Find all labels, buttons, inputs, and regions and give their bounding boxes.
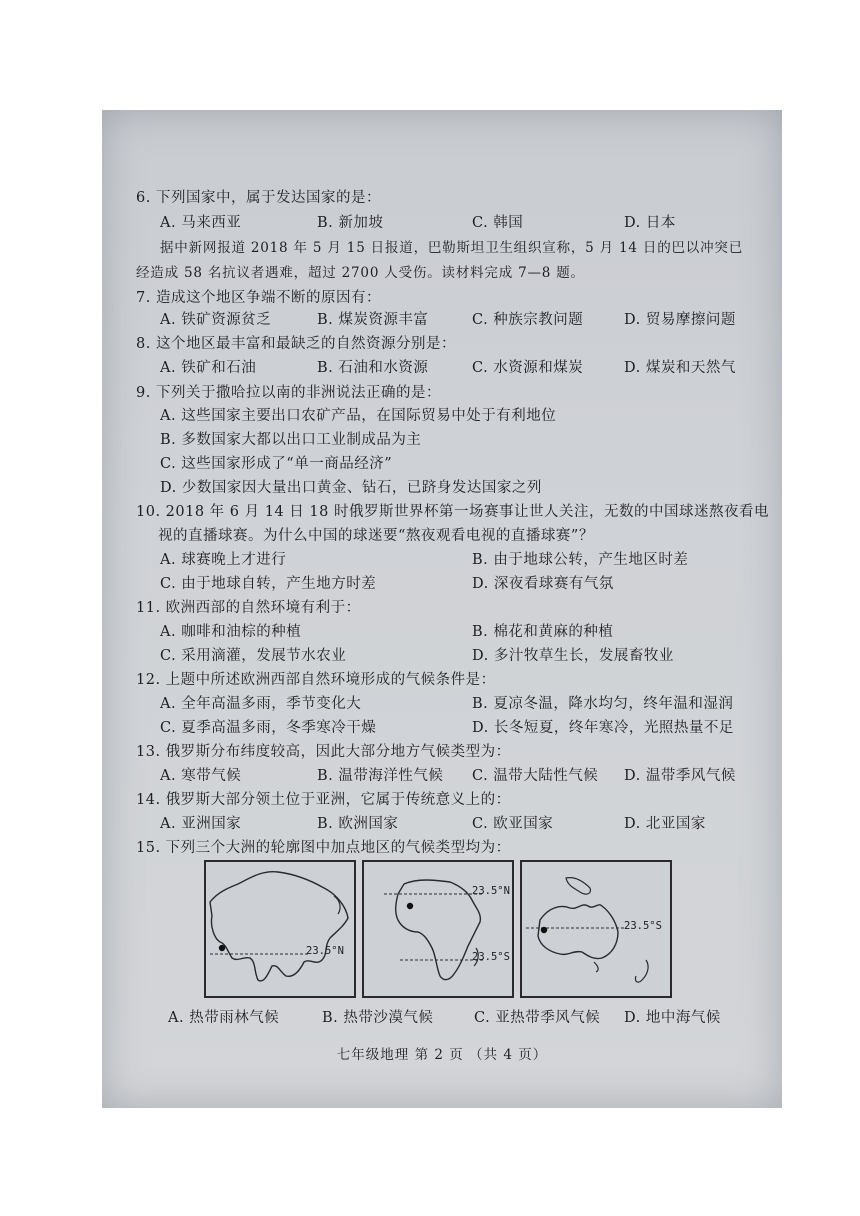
q14-stem: 14. 俄罗斯大部分领土位于亚洲，它属于传统意义上的： (136, 792, 511, 808)
asia-latitude-label: 23.5°N (306, 945, 344, 957)
q8-stem: 8. 这个地区最丰富和最缺乏的自然资源分别是： (136, 336, 456, 352)
q13-option-d: D. 温带季风气候 (624, 768, 736, 784)
q13-option-a: A. 寒带气候 (160, 768, 242, 784)
q9-option-b: B. 多数国家大都以出口工业制成品为主 (160, 432, 422, 448)
q13-stem: 13. 俄罗斯分布纬度较高，因此大部分地方气候类型为： (136, 744, 511, 760)
q10-option-a: A. 球赛晚上才进行 (160, 552, 287, 568)
q8-option-c: C. 水资源和煤炭 (472, 360, 584, 376)
q15-option-a: A. 热带雨林气候 (168, 1010, 280, 1026)
passage-line-2: 经造成 58 名抗议者遇难，超过 2700 人受伤。读材料完成 7—8 题。 (136, 265, 585, 281)
q9-option-a: A. 这些国家主要出口农矿产品，在国际贸易中处于有利地位 (160, 408, 557, 424)
q11-option-a: A. 咖啡和油棕的种植 (160, 624, 302, 640)
africa-north-latitude-label: 23.5°N (472, 885, 510, 897)
asia-map-drawing (206, 862, 354, 996)
q12-stem: 12. 上题中所述欧洲西部自然环境形成的气候条件是： (136, 672, 496, 688)
q14-option-d: D. 北亚国家 (624, 816, 706, 832)
q9-option-c: C. 这些国家形成了“单一商品经济” (160, 456, 393, 472)
q10-option-b: B. 由于地球公转，产生地区时差 (472, 552, 689, 568)
q11-option-b: B. 棉花和黄麻的种植 (472, 624, 614, 640)
q12-option-a: A. 全年高温多雨，季节变化大 (160, 696, 362, 712)
q9-option-d: D. 少数国家因大量出口黄金、钻石，已跻身发达国家之列 (160, 480, 542, 496)
q7-option-a: A. 铁矿资源贫乏 (160, 312, 272, 328)
q14-option-c: C. 欧亚国家 (472, 816, 554, 832)
africa-map-drawing (364, 862, 512, 996)
q6-option-b: B. 新加坡 (317, 215, 384, 231)
q8-option-b: B. 石油和水资源 (317, 360, 429, 376)
q11-option-d: D. 多汁牧草生长，发展畜牧业 (472, 648, 674, 664)
q8-option-a: A. 铁矿和石油 (160, 360, 257, 376)
q15-stem: 15. 下列三个大洲的轮廓图中加点地区的气候类型均为： (136, 840, 511, 856)
q10-stem-line-2: 视的直播球赛。为什么中国的球迷要“熬夜观看电视的直播球赛”？ (158, 528, 594, 544)
q15-option-c: C. 亚热带季风气候 (474, 1010, 601, 1026)
q6-option-a: A. 马来西亚 (160, 215, 242, 231)
asia-outline-map (204, 860, 356, 998)
q13-option-c: C. 温带大陆性气候 (472, 768, 599, 784)
q12-option-c: C. 夏季高温多雨，冬季寒冷干燥 (160, 720, 377, 736)
africa-south-latitude-label: 23.5°S (472, 951, 510, 963)
q14-option-a: A. 亚洲国家 (160, 816, 242, 832)
q10-option-c: C. 由于地球自转，产生地方时差 (160, 576, 377, 592)
q7-option-b: B. 煤炭资源丰富 (317, 312, 429, 328)
q9-stem: 9. 下列关于撒哈拉以南的非洲说法正确的是： (136, 385, 441, 401)
q12-option-b: B. 夏凉冬温，降水均匀，终年温和湿润 (472, 696, 734, 712)
africa-outline-map (362, 860, 514, 998)
q7-stem: 7. 造成这个地区争端不断的原因有： (136, 290, 381, 306)
q7-option-d: D. 贸易摩擦问题 (624, 312, 736, 328)
exam-page (102, 110, 782, 1108)
q11-option-c: C. 采用滴灌，发展节水农业 (160, 648, 347, 664)
passage-line-1: 据中新网报道 2018 年 5 月 15 日报道，巴勒斯坦卫生组织宣称，5 月 14 日的巴以冲突已 (160, 240, 744, 256)
q15-option-b: B. 热带沙漠气候 (322, 1010, 434, 1026)
q12-option-d: D. 长冬短夏，终年寒冷，光照热量不足 (472, 720, 734, 736)
page-footer: 七年级地理 第 2 页 （共 4 页） (336, 1047, 548, 1063)
q13-option-b: B. 温带海洋性气候 (317, 768, 444, 784)
q8-option-d: D. 煤炭和天然气 (624, 360, 736, 376)
q15-option-d: D. 地中海气候 (624, 1010, 721, 1026)
q11-stem: 11. 欧洲西部的自然环境有利于： (136, 600, 361, 616)
q10-option-d: D. 深夜看球赛有气氛 (472, 576, 614, 592)
q6-option-c: C. 韩国 (472, 215, 524, 231)
q6-stem: 6. 下列国家中，属于发达国家的是： (136, 190, 381, 206)
q7-option-c: C. 种族宗教问题 (472, 312, 584, 328)
oceania-latitude-label: 23.5°S (624, 920, 662, 932)
q6-option-d: D. 日本 (624, 215, 676, 231)
q14-option-b: B. 欧洲国家 (317, 816, 399, 832)
oceania-outline-map (520, 860, 672, 998)
q10-stem-line-1: 10. 2018 年 6 月 14 日 18 时俄罗斯世界杯第一场赛事让世人关注，无数的中国球迷熬夜看电 (136, 504, 769, 520)
